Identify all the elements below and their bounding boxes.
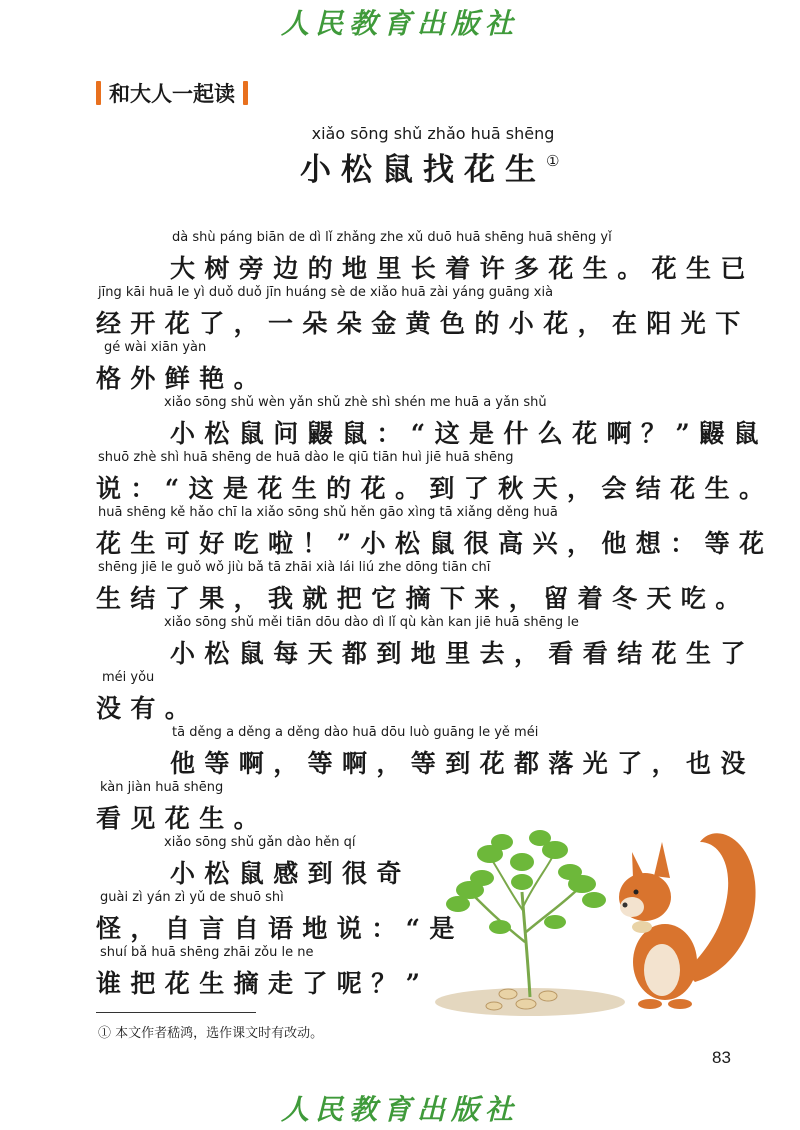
- section-label: [96, 78, 248, 108]
- line-13-text: 怪，自言自语地说：“是: [96, 914, 464, 943]
- line-10-pinyin: tā děng a děng a děng dào huā dōu luò guāng le yě méi: [172, 725, 539, 740]
- footnote-divider: [96, 1012, 256, 1013]
- section-bar-right: [243, 81, 248, 105]
- line-14-text: 谁把花生摘走了呢？”: [96, 969, 430, 998]
- title-pinyin: xiǎo sōng shǔ zhǎo huā shēng: [311, 124, 555, 143]
- line-6-pinyin: huā shēng kě hǎo chī la xiǎo sōng shǔ hěn gāo xìng tā xiǎng děng huā: [98, 505, 558, 520]
- line-2-text: 经开花了，一朵朵金黄色的小花，在阳光下: [96, 309, 750, 338]
- line-12-pinyin: xiǎo sōng shǔ gǎn dào hěn qí: [164, 835, 356, 850]
- page-number: 83: [712, 1048, 731, 1067]
- line-3-pinyin: gé wài xiān yàn: [104, 340, 207, 355]
- title-text: 小松鼠找花生: [300, 152, 546, 188]
- section-bar-left: [96, 81, 101, 105]
- line-2-pinyin: jīng kāi huā le yì duǒ duǒ jīn huáng sè de xiǎo huā zài yáng guāng xià: [98, 285, 554, 300]
- illustration: [430, 812, 780, 1022]
- footnote: ① 本文作者嵇鸿，选作课文时有改动。: [98, 1026, 324, 1041]
- line-8-text: 小松鼠每天都到地里去，看看结花生了: [170, 639, 755, 668]
- line-11-pinyin: kàn jiàn huā shēng: [100, 780, 224, 795]
- line-4-pinyin: xiǎo sōng shǔ wèn yǎn shǔ zhè shì shén me huā a yǎn shǔ: [164, 395, 547, 410]
- line-4-text: 小松鼠问鼹鼠：“这是什么花啊？”鼹鼠: [170, 419, 768, 448]
- line-1-text: 大树旁边的地里长着许多花生。花生已: [170, 254, 755, 283]
- line-1-pinyin: dà shù páng biān de dì lǐ zhǎng zhe xǔ duō huā shēng huā shēng yǐ: [172, 230, 612, 245]
- line-7-text: 生结了果，我就把它摘下来，留着冬天吃。: [96, 584, 750, 613]
- line-13-pinyin: guài zì yán zì yǔ de shuō shì: [100, 890, 284, 905]
- line-5-pinyin: shuō zhè shì huā shēng de huā dào le qiū tiān huì jiē huā shēng: [98, 450, 514, 465]
- line-5-text: 说：“这是花生的花。到了秋天，会结花生。: [96, 474, 774, 503]
- line-6-text: 花生可好吃啦！”小松鼠很高兴，他想：等花: [96, 529, 774, 558]
- line-14-pinyin: shuí bǎ huā shēng zhāi zǒu le ne: [100, 945, 314, 960]
- line-9-text: 没有。: [96, 694, 200, 723]
- publisher-header: 人民教育出版社: [280, 7, 519, 40]
- publisher-footer: 人民教育出版社: [280, 1093, 519, 1126]
- peanut-plant-icon: [435, 830, 625, 1016]
- line-8-pinyin: xiǎo sōng shǔ měi tiān dōu dào dì lǐ qù kàn kan jiē huā shēng le: [164, 615, 579, 630]
- page-title: [300, 144, 559, 189]
- line-7-pinyin: shēng jiē le guǒ wǒ jiù bǎ tā zhāi xià lái liú zhe dōng tiān chī: [98, 560, 491, 575]
- section-label-text: 和大人一起读: [109, 82, 235, 106]
- line-11-text: 看见花生。: [96, 804, 269, 833]
- line-3-text: 格外鲜艳。: [96, 364, 269, 393]
- title-footnote-marker: ①: [546, 152, 560, 170]
- line-12-text: 小松鼠感到很奇: [170, 859, 411, 888]
- line-9-pinyin: méi yǒu: [102, 670, 155, 685]
- squirrel-icon: [619, 833, 756, 1009]
- line-10-text: 他等啊，等啊，等到花都落光了，也没: [170, 749, 755, 778]
